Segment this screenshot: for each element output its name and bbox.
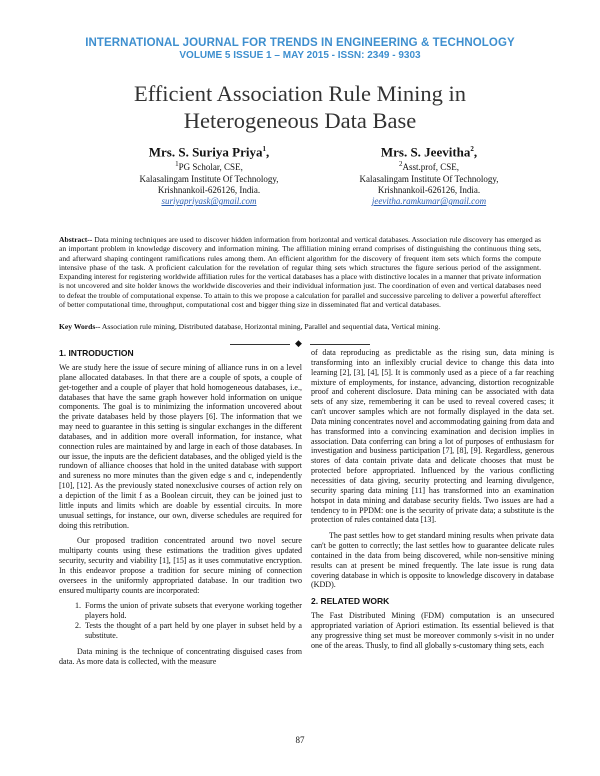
- author-block-1: [124, 142, 294, 208]
- keywords: [59, 322, 541, 331]
- author-role: $^1$PG Scholar, CSE,: [175, 160, 243, 173]
- abstract: [59, 235, 541, 309]
- list-item: 1. Forms the union of private subsets that everyone working together players hold.: [83, 601, 302, 621]
- list-item: 2. Tests the thought of a part held by one player in subset held by a substitute.: [83, 621, 302, 641]
- paragraph: Data mining is the technique of concentrating disguised cases from data. As more data is collected, with the measure: [59, 646, 302, 666]
- diamond-icon: ◆: [295, 338, 302, 348]
- paper-title-line1: Efficient Association Rule Mining in: [133, 81, 467, 106]
- author-block-2: [344, 142, 514, 208]
- journal-issue: VOLUME 5 ISSUE 1 – MAY 2015 - ISSN: 2349 - 9303: [179, 50, 421, 61]
- paragraph: We are study here the issue of secure mining of alliance runs in on a level plane allocated databases. In that there are a couple of spots, a couple of get-together and a couple of player that hold homogeneous databases, i.e., databases that have the same graph however hold information on unique components. The goal is to minimizing the information uncovered about the private databases held by those players [6]. The information that we may need to guarantee in this setting is singular exchanges in the different databases, and in addition more overall information, for instance, what connection rules are maintained by and large in each of those databases. In our issue, the inputs are the deficient databases, and the obliged yield is the rundown of alliance chooses that hold in the united database with support and sureness no more minutes than the given edge s and c, independently [10], [12]. As the previously stated nonexclusive courses of action rely on a depiction of the limit f as a Boolean circuit, they can be joined just to little inputs and limits which are doable by essential circuits. In more unusual settings, for instance, our own, diverse schedules are required for doing this retribution.: [59, 363, 302, 530]
- right-column: [311, 348, 554, 657]
- author-address: Krishnankoil-626126, India.: [157, 184, 261, 195]
- section-heading-introduction: 1. INTRODUCTION: [59, 348, 134, 358]
- author-institution: Kalasalingam Institute Of Technology,: [359, 173, 499, 184]
- section-heading-related-work: 2. RELATED WORK: [311, 596, 390, 607]
- keywords-text: Association rule mining, Distributed database, Horizontal mining, Parallel and sequential data, Vertical mining.: [100, 322, 441, 331]
- paragraph: Our proposed tradition concentrated around two novel secure multiparty counts using these estimations the tradition gives updated security, security and viability [1], [15] as it uses commutative encryption. In this endeavor propose a tradition for secure mining of connection oversees in the uniformly appropriated database. In our tradition two ensured multiparty counts are incorporated:: [59, 536, 302, 595]
- paragraph: The Fast Distributed Mining (FDM) computation is an unsecured appropriated variation of Apriori estimation. Its essential believed is that any progressive thing set must be moreover commonly s-visit in no under one of the areas. Thusly, to find all globally s-customary thing sets, each: [311, 611, 554, 650]
- abstract-label: Abstract--: [59, 235, 93, 244]
- journal-name: INTERNATIONAL JOURNAL FOR TRENDS IN ENGINEERING & TECHNOLOGY: [85, 37, 515, 49]
- paragraph: of data reproducing as predictable as the rising sun, data mining is transforming into an inflexibly crucial device to change this data into learning [2], [3], [4], [5]. It is commonly used as a piece of a far reaching mixture of employments, for instance, advancing, distortion recognizable proof and coherent disclosure. Data mining can be associated with data sets of any size, remembering it can be used to reveal covered cases; it can't uncover samples which are not formally displayed in the data set. Data mining concentrates novel and accommodating gaining from data and has transformed into a convincing examination and decision implies in association. Data conferring can bring a lot of purposes of enthusiasm for investigation and business participation [7], [8], [9]. Regardless, generous stores of data contain private data and delicate chooses that must be protected before appropriated. Influenced by the various conflicting necessities of data giving, security protecting and learning divulgence, security sparing data mining [11] has transformed into an examination hotspot in data mining and database security fields. Two issues are had a tendency to in PPDM: one is the security of private data; a substitute is the protection of rules contained data [13].: [311, 348, 554, 525]
- journal-header: [0, 37, 600, 62]
- page-number: 87: [295, 735, 305, 745]
- left-column: [59, 348, 302, 672]
- numbered-list: [59, 601, 302, 640]
- paragraph: The past settles how to get standard mining results when private data can't be gotten to correctly; the last settles how to guarantee delicate rules contained in the data from being discovered, while non-sensitive mining results can at present be mined frequently. The late issue is rung data covering database in which is opposite to knowledge discovery in database (KDD).: [311, 531, 554, 590]
- abstract-text: Data mining techniques are used to discover hidden information from horizontal and vertical databases. Association rule discovery has emerged as an important problem in knowledge discovery and information mining. The affiliation mining errand comprises of distinguishing the continuous thing sets, and afterward shaping contingent ramifications rules among them. An efficient algorithm for the discovery of frequent item sets which forms the compute intensive phase of the task. A proficient calculation for the revelation of regular thing sets which structures the figure serious period of the assignment. Expanding interest for registering worldwide affiliation rules for the vertical databases has a place with distinctive locales in a manner that private information is not uncovered and site holder knows the worldwide discoveries and their individual information just. The coordination of even and vertical databases need to defeat the trouble of computational expense. To attain to this we propose a calculation for parallel and successive parceling to deliver a powerful aftereffect of better computational time, throughput, computational cost and bigger thing size in disseminated flat and vertical databases.: [59, 235, 541, 310]
- author-address: Krishnankoil-626126, India.: [377, 184, 481, 195]
- author-role: $^2$Asst.prof, CSE,: [398, 160, 459, 173]
- author-email-link[interactable]: suriyapriyask@gmail.com: [161, 196, 257, 207]
- divider-line-left: [230, 344, 290, 345]
- author-name: Mrs. S. Suriya Priya$^1$,: [148, 144, 270, 160]
- author-institution: Kalasalingam Institute Of Technology,: [139, 173, 279, 184]
- divider-line-right: [310, 344, 370, 345]
- author-email-link[interactable]: jeevitha.ramkumar@gmail.com: [371, 196, 487, 207]
- paper-title-line2: Heterogeneous Data Base: [183, 108, 417, 133]
- paper-title: [0, 80, 600, 134]
- keywords-label: Key Words--: [59, 322, 101, 331]
- author-name: Mrs. S. Jeevitha$^2$,: [380, 144, 478, 160]
